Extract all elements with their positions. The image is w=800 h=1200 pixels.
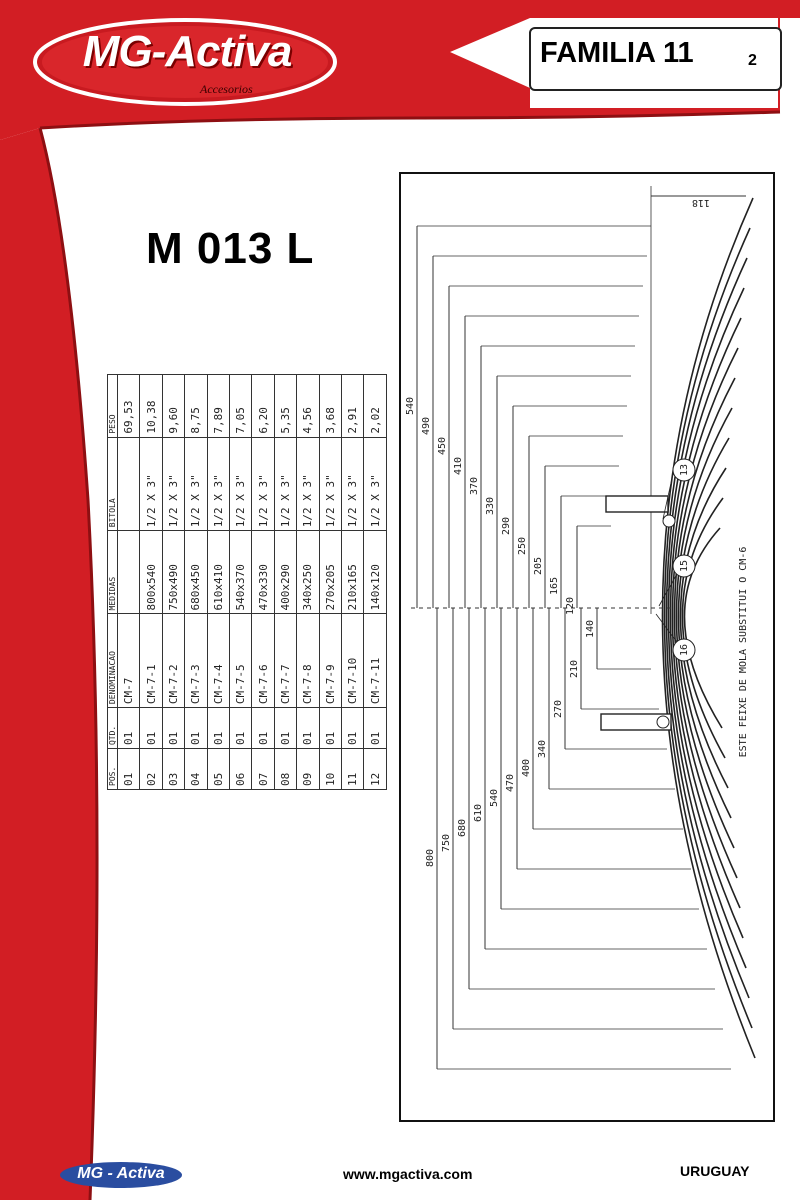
dimension-label-lower: 610 xyxy=(473,803,484,823)
cell-bitola: 1/2 X 3" xyxy=(364,437,387,531)
cell-medidas: 270x205 xyxy=(319,531,341,614)
dimension-label-lower: 340 xyxy=(537,739,548,759)
cell-peso: 5,35 xyxy=(274,375,296,438)
table-row xyxy=(297,375,319,790)
cell-peso: 6,20 xyxy=(252,375,274,438)
dimension-label-upper: 540 xyxy=(405,396,416,416)
cell-qtd: 01 xyxy=(319,708,341,749)
cell-bitola xyxy=(118,437,140,531)
col-header-peso: PESO xyxy=(108,375,118,438)
table-row xyxy=(364,375,387,790)
brand-tagline: Accesorios xyxy=(200,82,253,96)
cell-qtd: 01 xyxy=(230,708,252,749)
cell-pos: 02 xyxy=(140,749,162,790)
cell-qtd: 01 xyxy=(364,708,387,749)
cell-bitola: 1/2 X 3" xyxy=(185,437,207,531)
upper-clamp xyxy=(606,496,668,512)
clamp-bolt-lower xyxy=(657,716,669,728)
cell-bitola: 1/2 X 3" xyxy=(297,437,319,531)
cell-medidas: 750x490 xyxy=(162,531,184,614)
callout-label: 16 xyxy=(679,643,690,657)
cell-medidas: 400x290 xyxy=(274,531,296,614)
dimension-label-lower: 680 xyxy=(457,818,468,838)
cell-medidas xyxy=(118,531,140,614)
table-row xyxy=(252,375,274,790)
spring-drawing xyxy=(399,172,775,1122)
dimension-label-lower: 140 xyxy=(585,619,596,639)
col-header-denominacao: DENOMINACAO xyxy=(108,614,118,708)
cell-medidas: 340x250 xyxy=(297,531,319,614)
cell-medidas: 140x120 xyxy=(364,531,387,614)
familia-suffix: 2 xyxy=(748,52,757,69)
table-row xyxy=(185,375,207,790)
cell-denominacao: CM-7-11 xyxy=(364,614,387,708)
spring-leaf xyxy=(674,378,737,878)
footer-logo-text: MG - Activa xyxy=(77,1165,165,1182)
cell-medidas: 680x450 xyxy=(185,531,207,614)
cell-pos: 04 xyxy=(185,749,207,790)
cell-qtd: 01 xyxy=(342,708,364,749)
table-row xyxy=(230,375,252,790)
dimension-label-upper: 250 xyxy=(517,536,528,556)
cell-qtd: 01 xyxy=(252,708,274,749)
col-header-qtd: QTD. xyxy=(108,708,118,749)
cell-pos: 12 xyxy=(364,749,387,790)
dimension-label-upper: 330 xyxy=(485,496,496,516)
cell-pos: 09 xyxy=(297,749,319,790)
col-header-medidas: MEDIDAS xyxy=(108,531,118,614)
cell-qtd: 01 xyxy=(162,708,184,749)
cell-denominacao: CM-7 xyxy=(118,614,140,708)
cell-peso: 2,02 xyxy=(364,375,387,438)
cell-medidas: 800x540 xyxy=(140,531,162,614)
cell-qtd: 01 xyxy=(207,708,229,749)
callout-label: 13 xyxy=(679,463,690,477)
parts-table xyxy=(107,374,387,790)
dimension-label-upper: 290 xyxy=(501,516,512,536)
cell-denominacao: CM-7-4 xyxy=(207,614,229,708)
cell-peso: 69,53 xyxy=(118,375,140,438)
table-row xyxy=(274,375,296,790)
cell-bitola: 1/2 X 3" xyxy=(140,437,162,531)
cell-bitola: 1/2 X 3" xyxy=(207,437,229,531)
spring-drawing-svg xyxy=(401,174,773,1120)
dimension-label-upper: 370 xyxy=(469,476,480,496)
cell-bitola: 1/2 X 3" xyxy=(342,437,364,531)
cell-peso: 3,68 xyxy=(319,375,341,438)
cell-pos: 10 xyxy=(319,749,341,790)
dimension-label-lower: 800 xyxy=(425,848,436,868)
cell-medidas: 540x370 xyxy=(230,531,252,614)
dimension-label-upper: 410 xyxy=(453,456,464,476)
dimension-label-upper: 165 xyxy=(549,576,560,596)
cell-denominacao: CM-7-1 xyxy=(140,614,162,708)
cell-peso: 7,05 xyxy=(230,375,252,438)
cell-qtd: 01 xyxy=(297,708,319,749)
table-row xyxy=(319,375,341,790)
cell-peso: 4,56 xyxy=(297,375,319,438)
cell-qtd: 01 xyxy=(185,708,207,749)
cell-peso: 2,91 xyxy=(342,375,364,438)
cell-pos: 08 xyxy=(274,749,296,790)
dimension-label-upper: 490 xyxy=(421,416,432,436)
dimension-label-lower: 470 xyxy=(505,773,516,793)
drawing-note: ESTE FEIXE DE MOLA SUBSTITUI O CM-6 xyxy=(738,546,749,758)
cell-peso: 9,60 xyxy=(162,375,184,438)
dimension-label-lower: 210 xyxy=(569,659,580,679)
dimension-label-lower: 750 xyxy=(441,833,452,853)
dimension-label-lower: 400 xyxy=(521,758,532,778)
model-title: M 013 L xyxy=(146,224,315,273)
dimension-label-lower: 540 xyxy=(489,788,500,808)
cell-medidas: 210x165 xyxy=(342,531,364,614)
cell-denominacao: CM-7-3 xyxy=(185,614,207,708)
col-header-pos: POS. xyxy=(108,749,118,790)
cell-peso: 8,75 xyxy=(185,375,207,438)
cell-denominacao: CM-7-8 xyxy=(297,614,319,708)
cell-bitola: 1/2 X 3" xyxy=(252,437,274,531)
cell-qtd: 01 xyxy=(274,708,296,749)
dimension-label-upper: 205 xyxy=(533,556,544,576)
cell-denominacao: CM-7-6 xyxy=(252,614,274,708)
cell-bitola: 1/2 X 3" xyxy=(319,437,341,531)
familia-label: FAMILIA 11 xyxy=(540,37,694,69)
spring-leaf xyxy=(680,468,728,788)
cell-medidas: 610x410 xyxy=(207,531,229,614)
cell-bitola: 1/2 X 3" xyxy=(230,437,252,531)
parts-table-wrapper xyxy=(107,374,387,790)
cell-peso: 10,38 xyxy=(140,375,162,438)
footer-url[interactable]: www.mgactiva.com xyxy=(343,1166,473,1182)
top-width-label: 118 xyxy=(691,197,711,208)
cell-denominacao: CM-7-5 xyxy=(230,614,252,708)
table-header-row xyxy=(108,375,118,790)
cell-pos: 01 xyxy=(118,749,140,790)
cell-denominacao: CM-7-10 xyxy=(342,614,364,708)
cell-bitola: 1/2 X 3" xyxy=(162,437,184,531)
table-row xyxy=(207,375,229,790)
dimension-label-lower: 270 xyxy=(553,699,564,719)
table-row xyxy=(118,375,140,790)
table-row xyxy=(140,375,162,790)
cell-pos: 06 xyxy=(230,749,252,790)
clamp-bolt-upper xyxy=(663,515,675,527)
cell-pos: 07 xyxy=(252,749,274,790)
cell-bitola: 1/2 X 3" xyxy=(274,437,296,531)
cell-pos: 03 xyxy=(162,749,184,790)
cell-pos: 05 xyxy=(207,749,229,790)
cell-pos: 11 xyxy=(342,749,364,790)
cell-denominacao: CM-7-7 xyxy=(274,614,296,708)
footer-country: URUGUAY xyxy=(680,1163,750,1179)
cell-qtd: 01 xyxy=(140,708,162,749)
dimension-label-upper: 120 xyxy=(565,596,576,616)
callout-label: 15 xyxy=(679,559,690,573)
cell-medidas: 470x330 xyxy=(252,531,274,614)
cell-denominacao: CM-7-9 xyxy=(319,614,341,708)
table-row xyxy=(342,375,364,790)
table-row xyxy=(162,375,184,790)
col-header-bitola: BITOLA xyxy=(108,437,118,531)
dimension-label-upper: 450 xyxy=(437,436,448,456)
cell-peso: 7,89 xyxy=(207,375,229,438)
cell-qtd: 01 xyxy=(118,708,140,749)
brand-logo: MG-Activa xyxy=(82,27,292,76)
cell-denominacao: CM-7-2 xyxy=(162,614,184,708)
